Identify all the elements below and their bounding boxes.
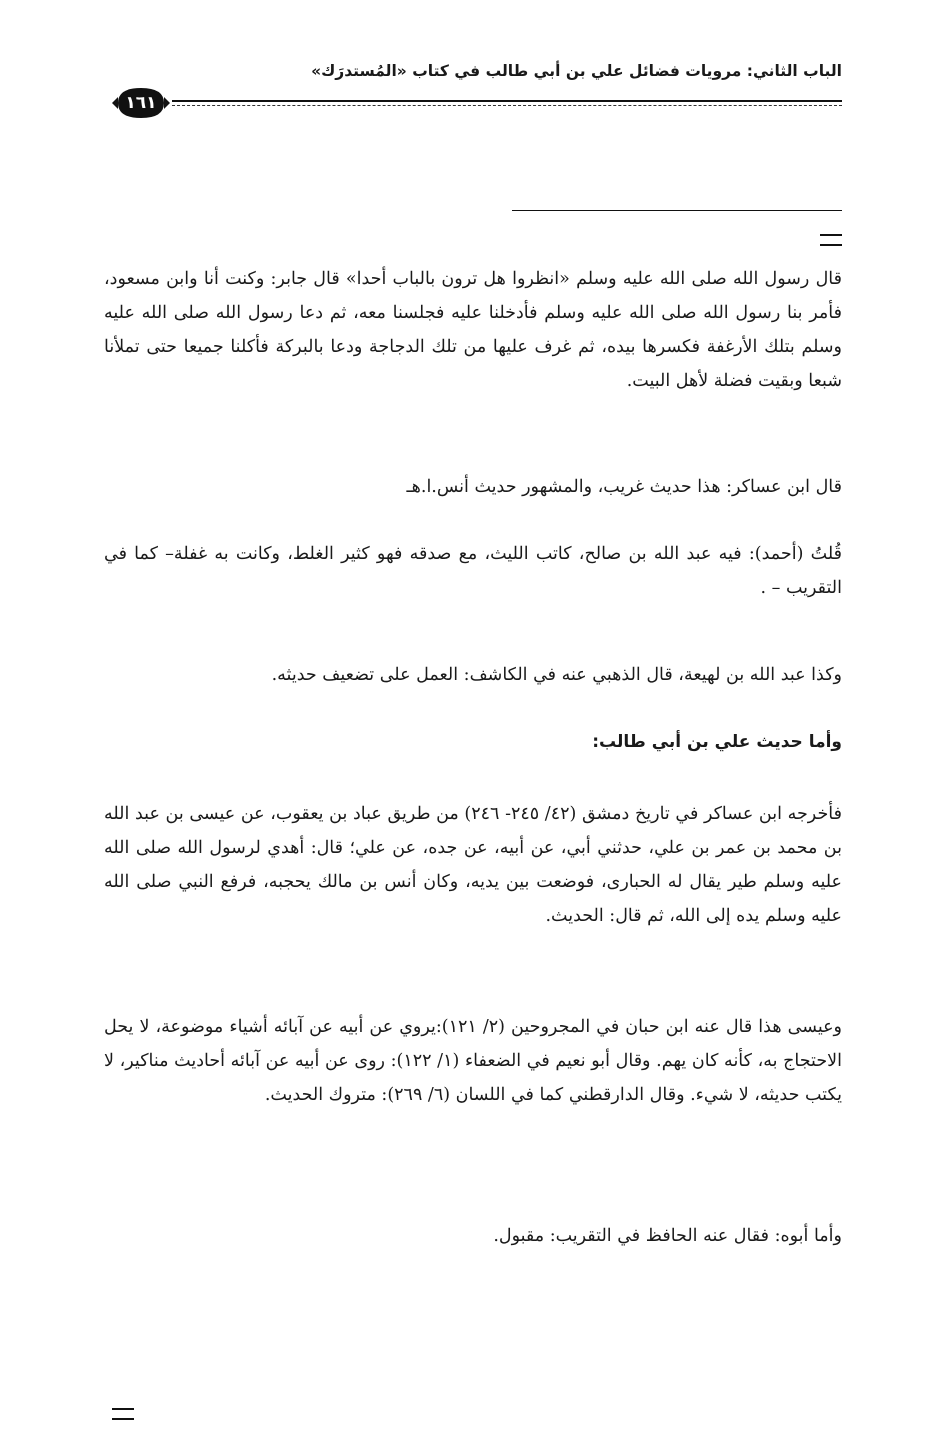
- paragraph-4: وكذا عبد الله بن لهيعة، قال الذهبي عنه في الكاشف: العمل على تضعيف حديثه.: [271, 665, 842, 685]
- header-rule-dashed: [172, 105, 842, 106]
- page-number-badge: [110, 82, 172, 124]
- header-rule: [172, 100, 842, 102]
- continuation-mark-icon: [820, 234, 842, 246]
- paragraph-5: فأخرجه ابن عساكر في تاريخ دمشق (٤٢/ ٢٤٥- ٢٤٦) من طريق عباد بن يعقوب، عن عيسى بن عبد الله بن محمد بن عمر بن علي، حدثني أبي، عن أبيه، عن جده، عن علي؛ قال: أهدي لرسول الله صلى الله عليه وسلم طير يقال له الحبارى، فوضعت بين يديه، وكان أنس بن مالك يحجبه، فرفع النبي صلى الله عليه وسلم يده إلى الله، ثم قال: الحديث.: [104, 804, 842, 926]
- paragraph-1: قال رسول الله صلى الله عليه وسلم «انظروا هل ترون بالباب أحدا» قال جابر: وكنت أنا وابن مسعود، فأمر بنا رسول الله صلى الله عليه وسلم فأدخلنا عليه فجلسنا معه، ثم دعا رسول الله صلى الله عليه وسلم بتلك الأرغفة فكسرها بيده، ثم غرف عليها من تلك الدجاجة ودعا بالبركة فأكلنا جميعا حتى تملأنا شبعا وبقيت فضلة لأهل البيت.: [104, 269, 842, 391]
- chapter-title: الباب الثاني: مرويات فضائل علي بن أبي طالب في كتاب «المُستدرَك»: [311, 62, 842, 80]
- paragraph-7: وأما أبوه: فقال عنه الحافظ في التقريب: مقبول.: [493, 1226, 842, 1246]
- paragraph-3: قُلتُ (أحمد): فيه عبد الله بن صالح، كاتب الليث، مع صدقه فهو كثير الغلط، وكانت به غفلة– كما في التقريب – .: [104, 544, 842, 598]
- paragraph-2: قال ابن عساكر: هذا حديث غريب، والمشهور حديث أنس.ا.هـ: [406, 477, 842, 497]
- page-number: ١٦١: [125, 93, 157, 113]
- paragraph-6: وعيسى هذا قال عنه ابن حبان في المجروحين (٢/ ١٢١):يروي عن أبيه عن آبائه أشياء موضوعة، لا يحل الاحتجاج به، كأنه كان يهم. وقال أبو نعيم في الضعفاء (١/ ١٢٢): روى عن أبيه عن آبائه أحاديث مناكير، لا يكتب حديثه، لا شيء. وقال الدارقطني كما في اللسان (٦/ ٢٦٩): متروك الحديث.: [104, 1017, 842, 1105]
- continuation-line: [512, 210, 842, 211]
- section-heading: وأما حديث علي بن أبي طالب:: [592, 732, 842, 752]
- continuation-mark-icon: [112, 1408, 134, 1420]
